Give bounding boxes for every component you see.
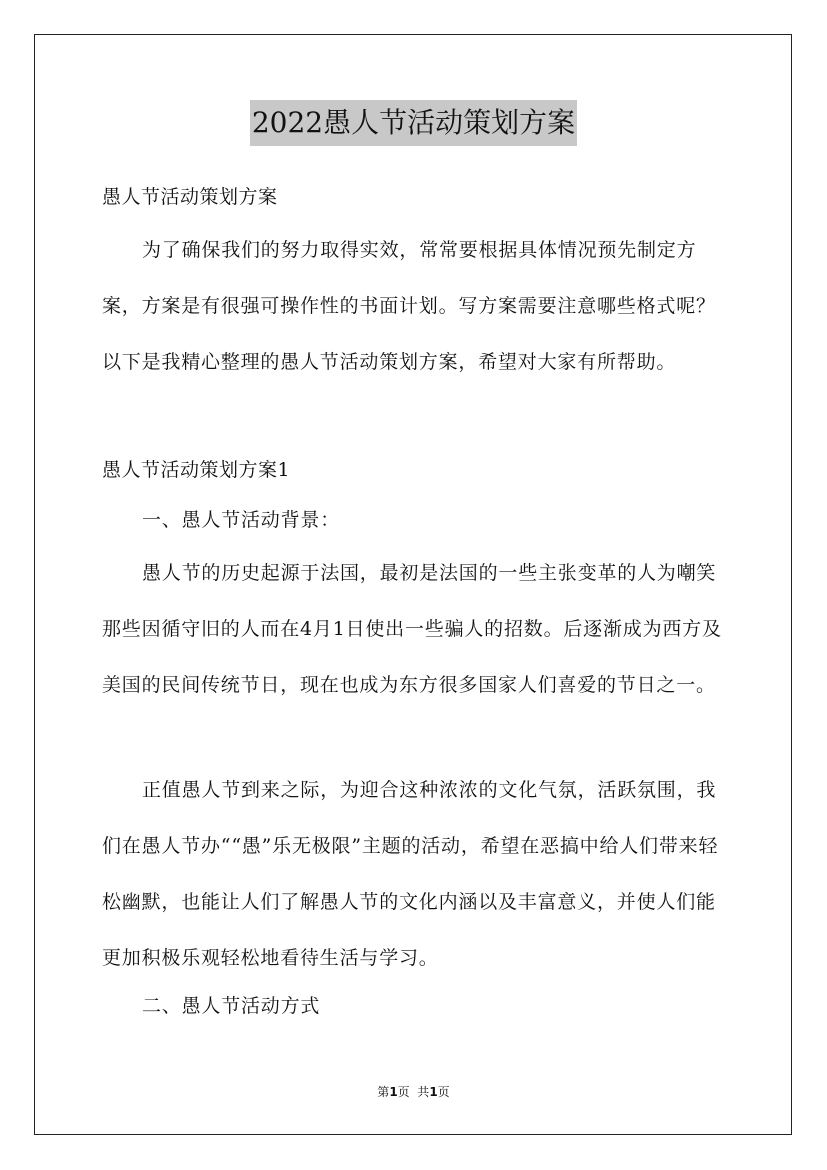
- footer-page-number: 1: [389, 1085, 398, 1099]
- section1-heading: 一、愚人节活动背景：: [142, 509, 341, 531]
- page-footer: [0, 1083, 827, 1100]
- section1-paragraph-1: 愚人节的历史起源于法国，最初是法国的一些主张变革的人为嘲笑那些因循守旧的人而在4月1日使出一些骗人的招数。后逐渐成为西方及美国的民间传统节日，现在也成为东方很多国家人们喜爱的节日之一。: [102, 562, 722, 696]
- footer-suffix: 页: [437, 1085, 450, 1099]
- footer-mid: 页 共: [397, 1085, 430, 1099]
- footer-prefix: 第: [377, 1085, 390, 1099]
- section1-paragraph-2: 正值愚人节到来之际，为迎合这种浓浓的文化气氛，活跃氛围，我们在愚人节办““愚”乐无极限”主题的活动，希望在恶搞中给人们带来轻松幽默，也能让人们了解愚人节的文化内涵以及丰富意义，并使人们能更加积极乐观轻松地看待生活与学习。: [102, 779, 719, 969]
- document-title: 2022愚人节活动策划方案: [250, 100, 577, 146]
- footer-page-total: 1: [429, 1085, 438, 1099]
- title-container: [0, 100, 827, 146]
- document-subtitle: 愚人节活动策划方案: [102, 186, 278, 208]
- section2-heading: 二、愚人节活动方式: [142, 995, 321, 1017]
- section1-title: 愚人节活动策划方案1: [102, 459, 291, 481]
- intro-paragraph: 为了确保我们的努力取得实效，常常要根据具体情况预先制定方案，方案是有很强可操作性的书面计划。写方案需要注意哪些格式呢？以下是我精心整理的愚人节活动策划方案，希望对大家有所帮助。: [102, 239, 716, 373]
